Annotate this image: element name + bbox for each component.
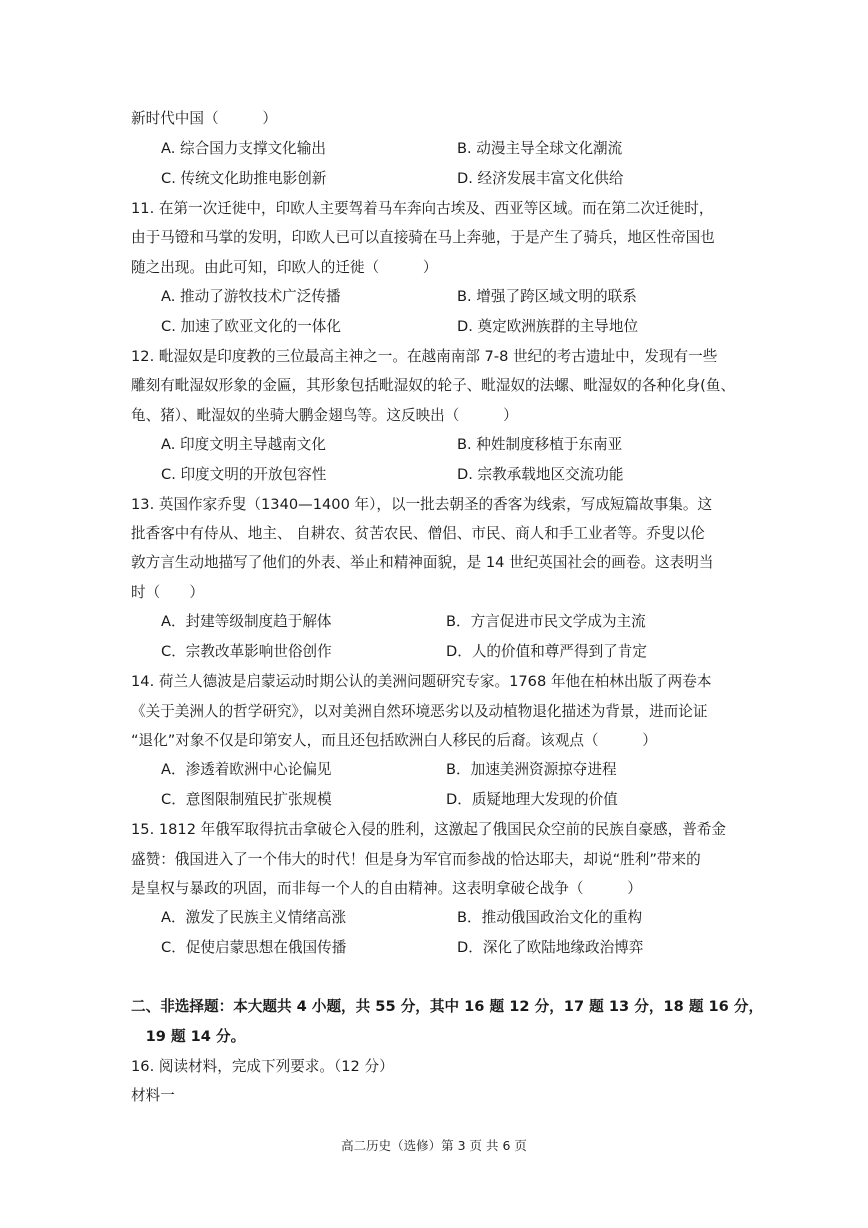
question-14-line-2: 《关于美洲人的哲学研究》，以对美洲自然环境恶劣以及动植物退化描述为背景，进而论证 <box>131 703 708 720</box>
q15-option-a: A．激发了民族主义情绪高涨 <box>161 909 347 926</box>
q12-option-a: A. 印度文明主导越南文化 <box>161 436 326 453</box>
question-11-line-2: 由于马镫和马掌的发明，印欧人已可以直接骑在马上奔驰，于是产生了骑兵，地区性帝国也 <box>131 229 715 246</box>
section-two-heading-cont: 19 题 14 分。 <box>131 1028 246 1045</box>
q10-option-b: B. 动漫主导全球文化潮流 <box>457 140 623 157</box>
question-15-line-1: 15. 1812 年俄军取得抗击拿破仑入侵的胜利，这激起了俄国民众空前的民族自豪感，普希金 <box>131 821 727 838</box>
q11-option-a: A. 推动了游牧技术广泛传播 <box>161 288 341 305</box>
q15-option-c: C．促使启蒙思想在俄国传播 <box>161 939 347 956</box>
q15-option-d: D．深化了欧陆地缘政治博弈 <box>457 939 644 956</box>
q10-option-c: C. 传统文化助推电影创新 <box>161 170 327 187</box>
question-11-line-1: 11. 在第一次迁徙中，印欧人主要驾着马车奔向古埃及、西亚等区域。而在第二次迁徙时， <box>131 200 714 217</box>
question-13-line-4: 时（ ） <box>131 584 204 601</box>
q11-option-b: B. 增强了跨区域文明的联系 <box>457 288 637 305</box>
q14-option-a: A．渗透着欧洲中心论偏见 <box>161 761 332 778</box>
q13-option-a: A．封建等级制度趋于解体 <box>161 613 332 630</box>
q14-option-d: D．质疑地理大发现的价值 <box>446 791 618 808</box>
material-one-label: 材料一 <box>131 1087 175 1104</box>
question-10-stem-end: 新时代中国（ ） <box>131 110 277 127</box>
question-12-line-1: 12. 毗湿奴是印度教的三位最高主神之一。在越南南部 7-8 世纪的考古遗址中，发现有一些 <box>131 348 718 365</box>
question-14-line-1: 14. 荷兰人德波是启蒙运动时期公认的美洲问题研究专家。1768 年他在柏林出版了两卷本 <box>131 673 712 690</box>
q11-option-d: D. 奠定欧洲族群的主导地位 <box>457 318 639 335</box>
q13-option-c: C．宗教改革影响世俗创作 <box>161 643 332 660</box>
q13-option-d: D．人的价值和尊严得到了肯定 <box>446 643 647 660</box>
q14-option-c: C．意图限制殖民扩张规模 <box>161 791 332 808</box>
q11-option-c: C. 加速了欧亚文化的一体化 <box>161 318 342 335</box>
question-13-line-2: 批香客中有侍从、地主、 自耕农、贫苦农民、僧侣、市民、商人和手工业者等。乔叟以伦 <box>131 525 705 542</box>
section-two-heading: 二、非选择题：本大题共 4 小题，共 55 分，其中 16 题 12 分，17 题 13 分，18 题 16 分， <box>131 998 764 1015</box>
question-16-stem: 16. 阅读材料，完成下列要求。（12 分） <box>131 1058 394 1075</box>
q12-option-b: B. 种姓制度移植于东南亚 <box>457 436 623 453</box>
q10-option-a: A. 综合国力支撑文化输出 <box>161 140 326 157</box>
q10-option-d: D. 经济发展丰富文化供给 <box>457 170 624 187</box>
q14-option-b: B．加速美洲资源掠夺进程 <box>446 761 617 778</box>
q12-option-c: C. 印度文明的开放包容性 <box>161 466 327 483</box>
q13-option-b: B．方言促进市民文学成为主流 <box>446 613 646 630</box>
question-12-line-2: 雕刻有毗湿奴形象的金匾，其形象包括毗湿奴的轮子、毗湿奴的法螺、毗湿奴的各种化身(鱼、 <box>131 377 736 394</box>
question-12-line-3: 龟、猪）、毗湿奴的坐骑大鹏金翅鸟等。这反映出（ ） <box>131 407 518 424</box>
question-14-line-3: “退化”对象不仅是印第安人，而且还包括欧洲白人移民的后裔。该观点（ ） <box>131 732 657 749</box>
page-footer: 高二历史（选修）第 3 页 共 6 页 <box>341 1138 527 1153</box>
question-11-line-3: 随之出现。由此可知，印欧人的迁徙（ ） <box>131 259 438 276</box>
question-13-line-3: 敦方言生动地描写了他们的外表、举止和精神面貌，是 14 世纪英国社会的画卷。这表明当 <box>131 554 714 571</box>
q15-option-b: B．推动俄国政治文化的重构 <box>457 909 643 926</box>
question-15-line-3: 是皇权与暴政的巩固，而非每一个人的自由精神。这表明拿破仑战争（ ） <box>131 880 642 897</box>
question-13-line-1: 13. 英国作家乔叟（1340—1400 年），以一批去朝圣的香客为线索，写成短篇故事集。这 <box>131 496 713 513</box>
q12-option-d: D. 宗教承载地区交流功能 <box>457 466 624 483</box>
question-15-line-2: 盛赞：俄国进入了一个伟大的时代！但是身为军官而参战的恰达耶夫，却说“胜利”带来的 <box>131 851 701 868</box>
